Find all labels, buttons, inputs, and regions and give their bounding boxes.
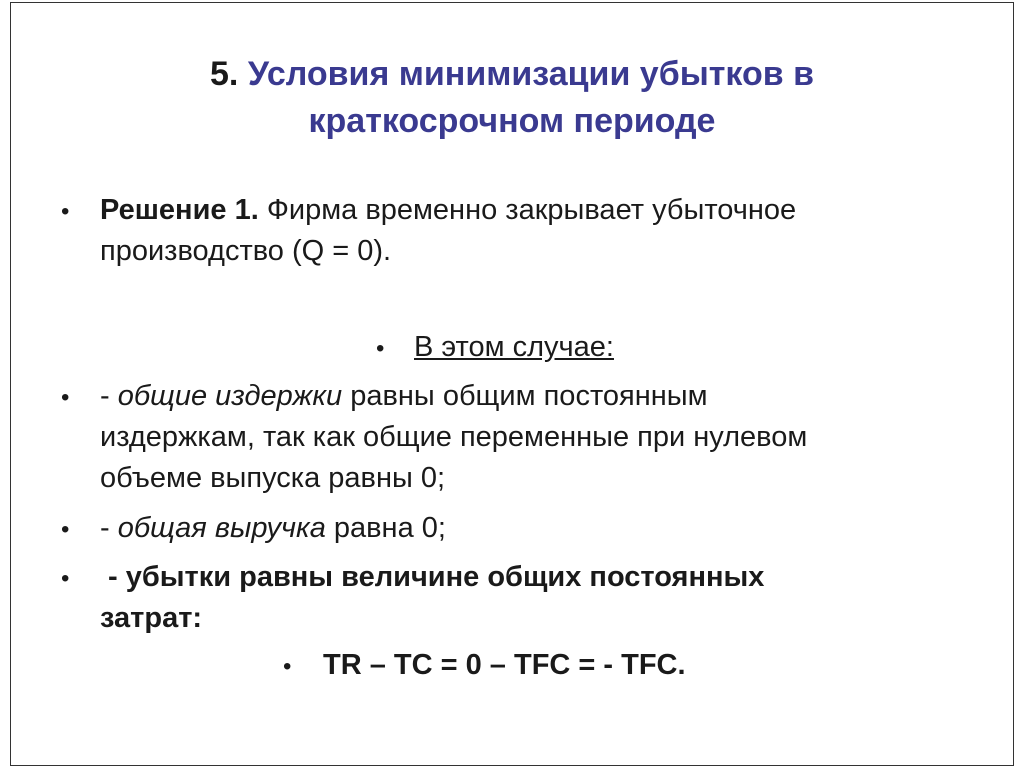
losses-line-1: - убытки равны величине общих постоянных — [108, 561, 765, 593]
losses-line-2: затрат: — [100, 602, 203, 634]
bullet-total-costs-text — [100, 376, 960, 499]
total-costs-dash: - — [100, 380, 118, 412]
bullet-dot: • — [283, 653, 292, 680]
bullet-dot: • — [61, 384, 70, 411]
total-costs-line-3: объеме выпуска равны 0; — [100, 462, 446, 494]
total-costs-rest: равны общим постоянным — [350, 380, 708, 412]
bullet-dot: • — [61, 516, 70, 543]
solution-text: Фирма временно закрывает убыточное — [266, 194, 797, 226]
bullet-dot: • — [61, 565, 70, 592]
total-costs-term: общие издержки — [117, 380, 343, 412]
bullet-dot: • — [61, 198, 70, 225]
bullet-losses-text — [100, 557, 960, 639]
title-text-2: краткосрочном периоде — [308, 102, 716, 140]
solution-label: Решение 1. — [100, 194, 259, 226]
in-this-case-text: В этом случае: — [414, 331, 614, 363]
title-text-1: Условия минимизации убытков в — [247, 55, 814, 93]
slide-title-line-1 — [0, 54, 1024, 95]
formula-text: TR – TC = 0 – TFC = - TFC. — [323, 649, 686, 681]
bullet-solution-1-line-2: производство (Q = 0). — [100, 235, 392, 267]
slide-title-line-2 — [0, 101, 1024, 142]
total-revenue-dash: - — [100, 512, 118, 544]
total-costs-line-1 — [100, 376, 960, 417]
title-number: 5. — [210, 55, 239, 93]
total-revenue-rest: равна 0; — [333, 512, 446, 544]
bullet-solution-1-line-1 — [100, 190, 960, 231]
bullet-dot: • — [376, 335, 385, 362]
bullet-solution-1-text — [100, 190, 960, 272]
total-revenue-term: общая выручка — [117, 512, 326, 544]
total-costs-line-2: издержкам, так как общие переменные при нулевом — [100, 421, 808, 453]
bullet-total-revenue-text — [100, 508, 960, 549]
